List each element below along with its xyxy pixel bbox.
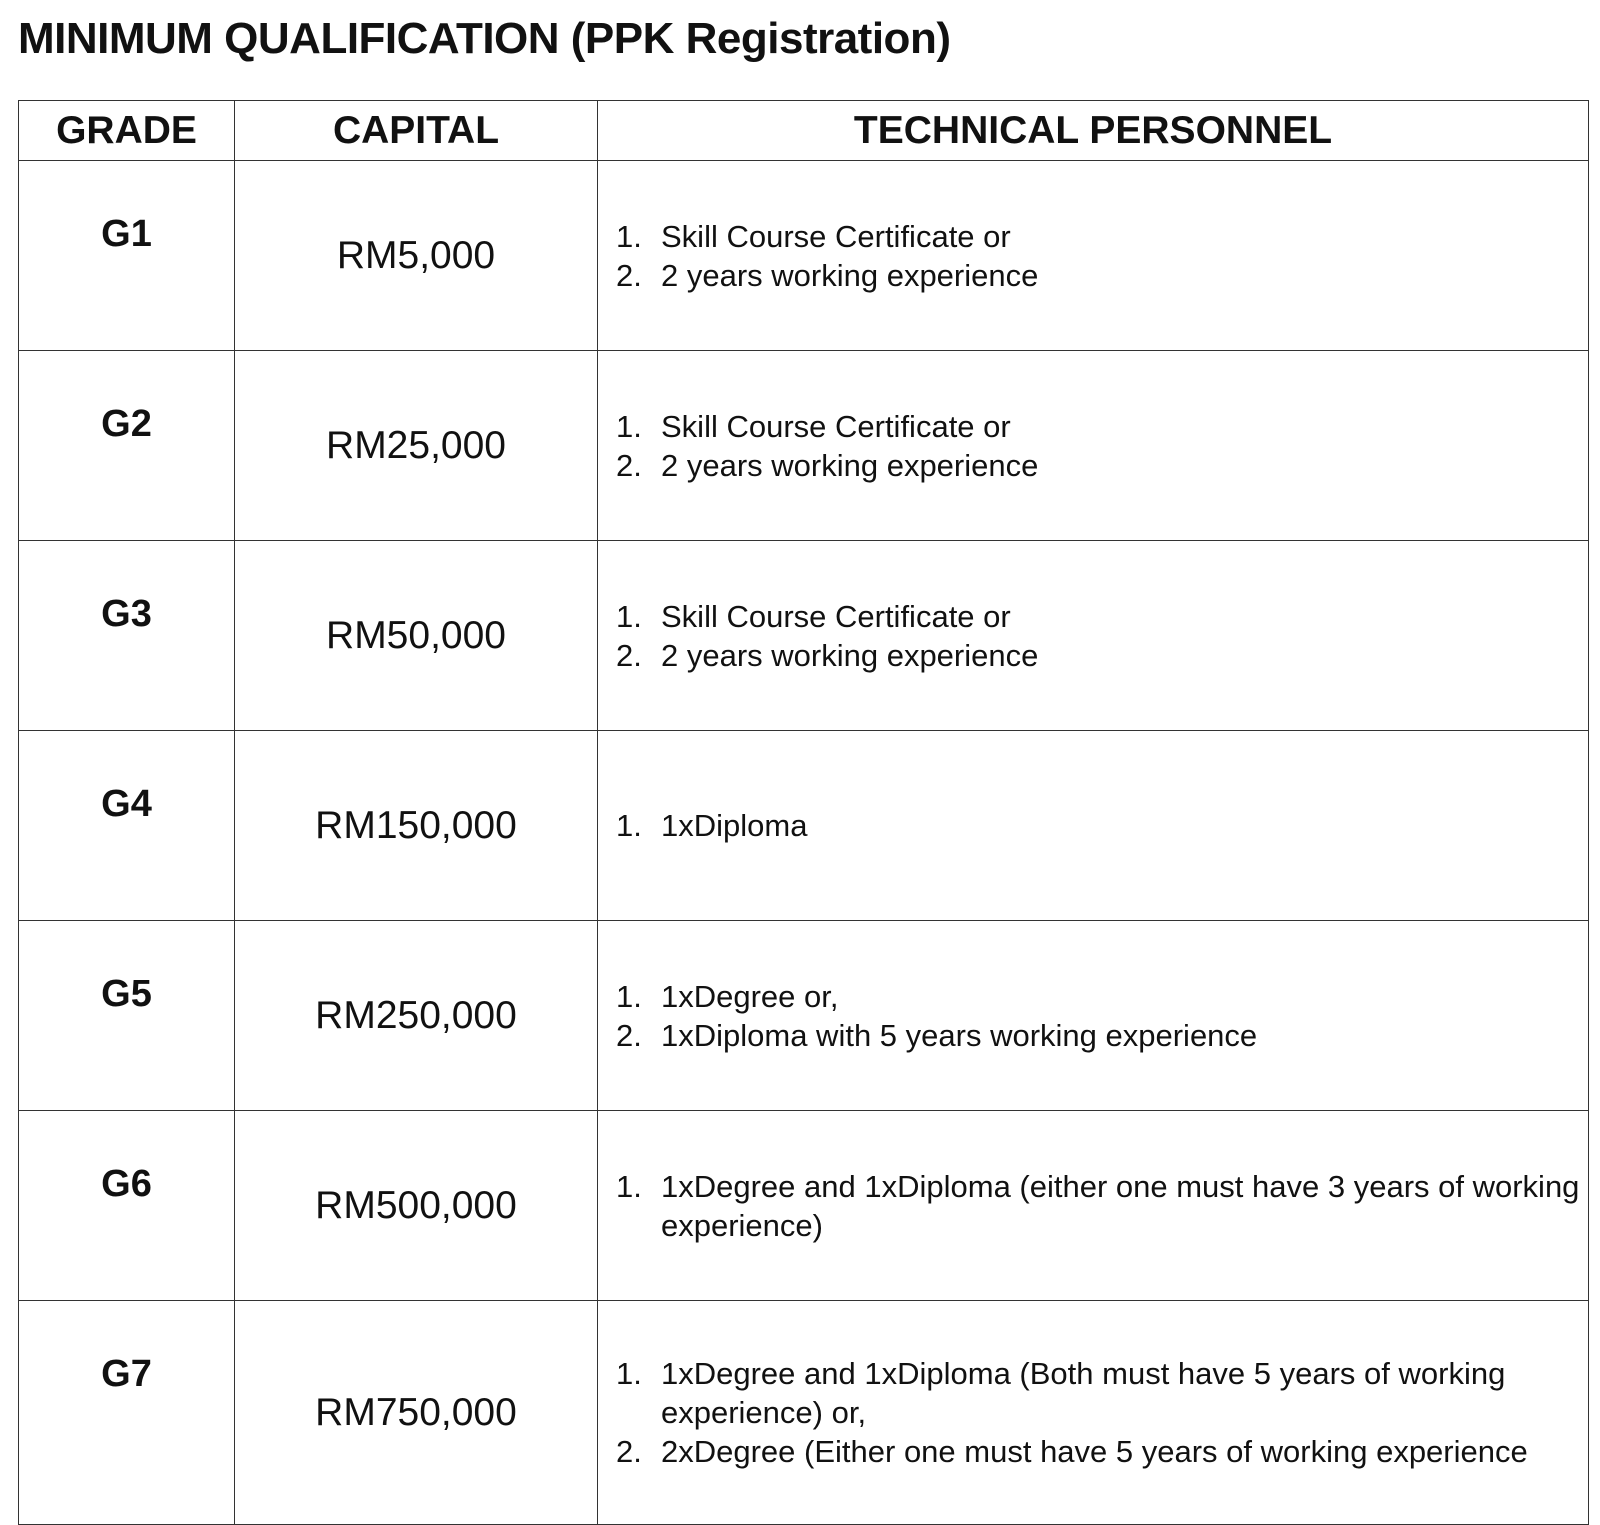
grade-label: G4 — [101, 783, 152, 825]
requirement-number: 2. — [616, 447, 642, 483]
requirement-text: 1xDiploma — [661, 808, 808, 843]
requirement-text: Skill Course Certificate or — [661, 408, 1011, 444]
technical-personnel-cell — [598, 161, 1589, 351]
requirement-list — [616, 217, 1580, 295]
requirement-item — [616, 446, 1580, 485]
requirement-list — [616, 597, 1580, 675]
requirement-text: Skill Course Certificate or — [661, 598, 1011, 634]
column-header-capital: CAPITAL — [235, 101, 598, 161]
requirement-number: 1. — [616, 1168, 642, 1204]
requirement-number: 1. — [616, 978, 642, 1014]
requirement-text: 2 years working experience — [661, 447, 1039, 483]
column-header-technical-personnel: TECHNICAL PERSONNEL — [598, 101, 1589, 161]
page-title: MINIMUM QUALIFICATION (PPK Registration) — [18, 14, 951, 63]
requirement-item — [616, 597, 1580, 636]
grade-label: G5 — [101, 973, 152, 1015]
grade-cell — [19, 541, 235, 731]
requirement-text: 1xDegree and 1xDiploma (Both must have 5 years of working experience) or, — [661, 1356, 1506, 1430]
technical-personnel-cell — [598, 541, 1589, 731]
requirement-number: 1. — [616, 408, 642, 444]
requirement-text: 2 years working experience — [661, 637, 1039, 673]
grade-label: G1 — [101, 213, 152, 255]
requirement-number: 1. — [616, 598, 642, 634]
requirement-item — [616, 217, 1580, 256]
table-row — [19, 1111, 1589, 1301]
requirement-text: 1xDegree or, — [661, 978, 839, 1014]
grade-label: G3 — [101, 593, 152, 635]
table-row — [19, 1301, 1589, 1525]
technical-personnel-cell — [598, 921, 1589, 1111]
capital-cell: RM150,000 — [235, 731, 598, 921]
technical-personnel-cell — [598, 351, 1589, 541]
requirement-number: 1. — [616, 1356, 642, 1391]
grade-cell — [19, 921, 235, 1111]
requirement-item — [616, 636, 1580, 675]
grade-cell — [19, 731, 235, 921]
requirement-text: 2 years working experience — [661, 257, 1039, 293]
requirement-number: 1. — [616, 218, 642, 254]
requirement-item — [616, 407, 1580, 446]
grade-cell — [19, 161, 235, 351]
capital-cell: RM5,000 — [235, 161, 598, 351]
qualification-table — [18, 100, 1589, 1525]
requirement-number: 2. — [616, 1017, 642, 1053]
requirement-text: 1xDiploma with 5 years working experience — [661, 1017, 1258, 1053]
requirement-number: 2. — [616, 257, 642, 293]
requirement-list — [616, 407, 1580, 485]
requirement-list — [616, 806, 1580, 845]
grade-cell — [19, 1111, 235, 1301]
requirement-list — [616, 977, 1580, 1055]
requirement-text: 1xDegree and 1xDiploma (either one must have 3 years of working experience) — [661, 1168, 1580, 1243]
requirement-list — [616, 1354, 1580, 1471]
table-body — [19, 161, 1589, 1525]
table-row — [19, 731, 1589, 921]
table-row — [19, 541, 1589, 731]
technical-personnel-cell — [598, 1111, 1589, 1301]
requirement-item — [616, 1016, 1580, 1055]
grade-label: G2 — [101, 403, 152, 445]
capital-cell: RM500,000 — [235, 1111, 598, 1301]
capital-cell: RM750,000 — [235, 1301, 598, 1525]
technical-personnel-cell — [598, 1301, 1589, 1525]
grade-cell — [19, 351, 235, 541]
requirement-item — [616, 806, 1580, 845]
table-row — [19, 161, 1589, 351]
capital-cell: RM50,000 — [235, 541, 598, 731]
requirement-number: 2. — [616, 637, 642, 673]
requirement-number: 1. — [616, 808, 642, 843]
table-header-row — [19, 101, 1589, 161]
requirement-list — [616, 1167, 1580, 1245]
grade-label: G7 — [101, 1353, 152, 1395]
requirement-item — [616, 256, 1580, 295]
requirement-item — [616, 977, 1580, 1016]
requirement-item — [616, 1432, 1580, 1471]
grade-label: G6 — [101, 1163, 152, 1205]
requirement-text: 2xDegree (Either one must have 5 years of working experience — [661, 1434, 1528, 1469]
table-row — [19, 351, 1589, 541]
requirement-item — [616, 1354, 1580, 1432]
grade-cell — [19, 1301, 235, 1525]
requirement-text: Skill Course Certificate or — [661, 218, 1011, 254]
requirement-item — [616, 1167, 1580, 1245]
capital-cell: RM250,000 — [235, 921, 598, 1111]
technical-personnel-cell — [598, 731, 1589, 921]
requirement-number: 2. — [616, 1434, 642, 1469]
column-header-grade: GRADE — [19, 101, 235, 161]
table-row — [19, 921, 1589, 1111]
capital-cell: RM25,000 — [235, 351, 598, 541]
